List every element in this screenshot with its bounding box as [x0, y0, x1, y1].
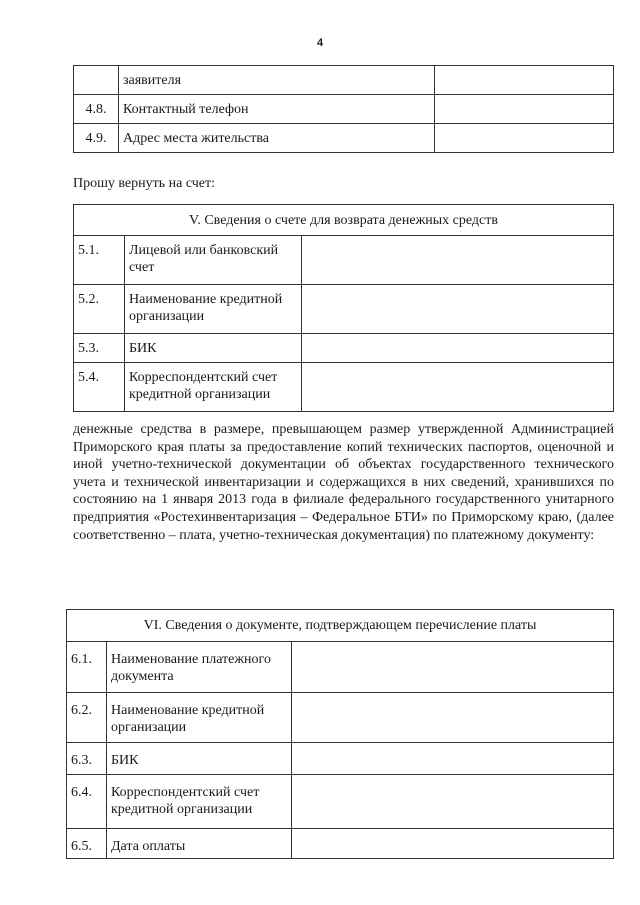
row-number: 5.1. — [74, 236, 125, 285]
table-row — [67, 775, 614, 829]
bik-field[interactable] — [292, 743, 614, 775]
refund-paragraph: денежные средства в размере, превышающем размер утвержденной Администрацией Приморского края платы за предоставление копий технических паспортов, оценочной и иной учетно-технической документации об объектах государственного технического учета и технической инвентаризации и содержащихся в них сведений, хранившихся по состоянию на 1 января 2013 года в филиале федерального государственного унитарного предприятия «Ростехинвентаризация – Федеральное БТИ» по Приморскому краю, (далее соответственно – плата, учетно-техническая документация) по платежному документу: — [73, 422, 614, 543]
row-label: Наименование платежного документа — [107, 642, 292, 693]
row-label: БИК — [107, 743, 292, 775]
payment-document-field[interactable] — [292, 642, 614, 693]
account-field[interactable] — [302, 236, 614, 285]
row-number: 4.9. — [74, 124, 119, 153]
table-row — [74, 334, 614, 363]
phone-field[interactable] — [435, 95, 614, 124]
table-row — [74, 124, 614, 153]
row-value-field[interactable] — [435, 66, 614, 95]
row-number: 6.3. — [67, 743, 107, 775]
table-row — [74, 285, 614, 334]
row-label: Контактный телефон — [119, 95, 435, 124]
row-label: Корреспондентский счет кредитной организации — [107, 775, 292, 829]
row-number: 4.8. — [74, 95, 119, 124]
section-title: VI. Сведения о документе, подтверждающем перечисление платы — [67, 610, 614, 642]
payment-date-field[interactable] — [292, 829, 614, 859]
row-number: 5.3. — [74, 334, 125, 363]
row-number: 6.1. — [67, 642, 107, 693]
corr-account-field[interactable] — [302, 363, 614, 412]
row-label: Лицевой или банковский счет — [125, 236, 302, 285]
row-number: 5.4. — [74, 363, 125, 412]
payment-document-table — [66, 609, 614, 859]
row-label: БИК — [125, 334, 302, 363]
row-number: 6.2. — [67, 693, 107, 743]
table-header-row — [67, 610, 614, 642]
corr-account-field[interactable] — [292, 775, 614, 829]
table-row — [74, 236, 614, 285]
page-number: 4 — [316, 37, 324, 49]
table-row — [74, 363, 614, 412]
row-label: Наименование кредитной организации — [107, 693, 292, 743]
table-row — [67, 743, 614, 775]
row-label: Дата оплаты — [107, 829, 292, 859]
row-number: 6.4. — [67, 775, 107, 829]
table-row — [67, 693, 614, 743]
bank-name-field[interactable] — [302, 285, 614, 334]
bank-name-field[interactable] — [292, 693, 614, 743]
table-row — [67, 829, 614, 859]
row-label: Адрес места жительства — [119, 124, 435, 153]
row-label: заявителя — [119, 66, 435, 95]
address-field[interactable] — [435, 124, 614, 153]
bik-field[interactable] — [302, 334, 614, 363]
row-number — [74, 66, 119, 95]
table-row — [74, 66, 614, 95]
table-row — [67, 642, 614, 693]
table-row — [74, 95, 614, 124]
row-number: 5.2. — [74, 285, 125, 334]
applicant-contact-table — [73, 65, 614, 153]
request-text: Прошу вернуть на счет: — [73, 176, 216, 191]
row-label: Корреспондентский счет кредитной организации — [125, 363, 302, 412]
table-header-row — [74, 205, 614, 236]
row-label: Наименование кредитной организации — [125, 285, 302, 334]
refund-account-table — [73, 204, 614, 412]
section-title: V. Сведения о счете для возврата денежных средств — [74, 205, 614, 236]
row-number: 6.5. — [67, 829, 107, 859]
